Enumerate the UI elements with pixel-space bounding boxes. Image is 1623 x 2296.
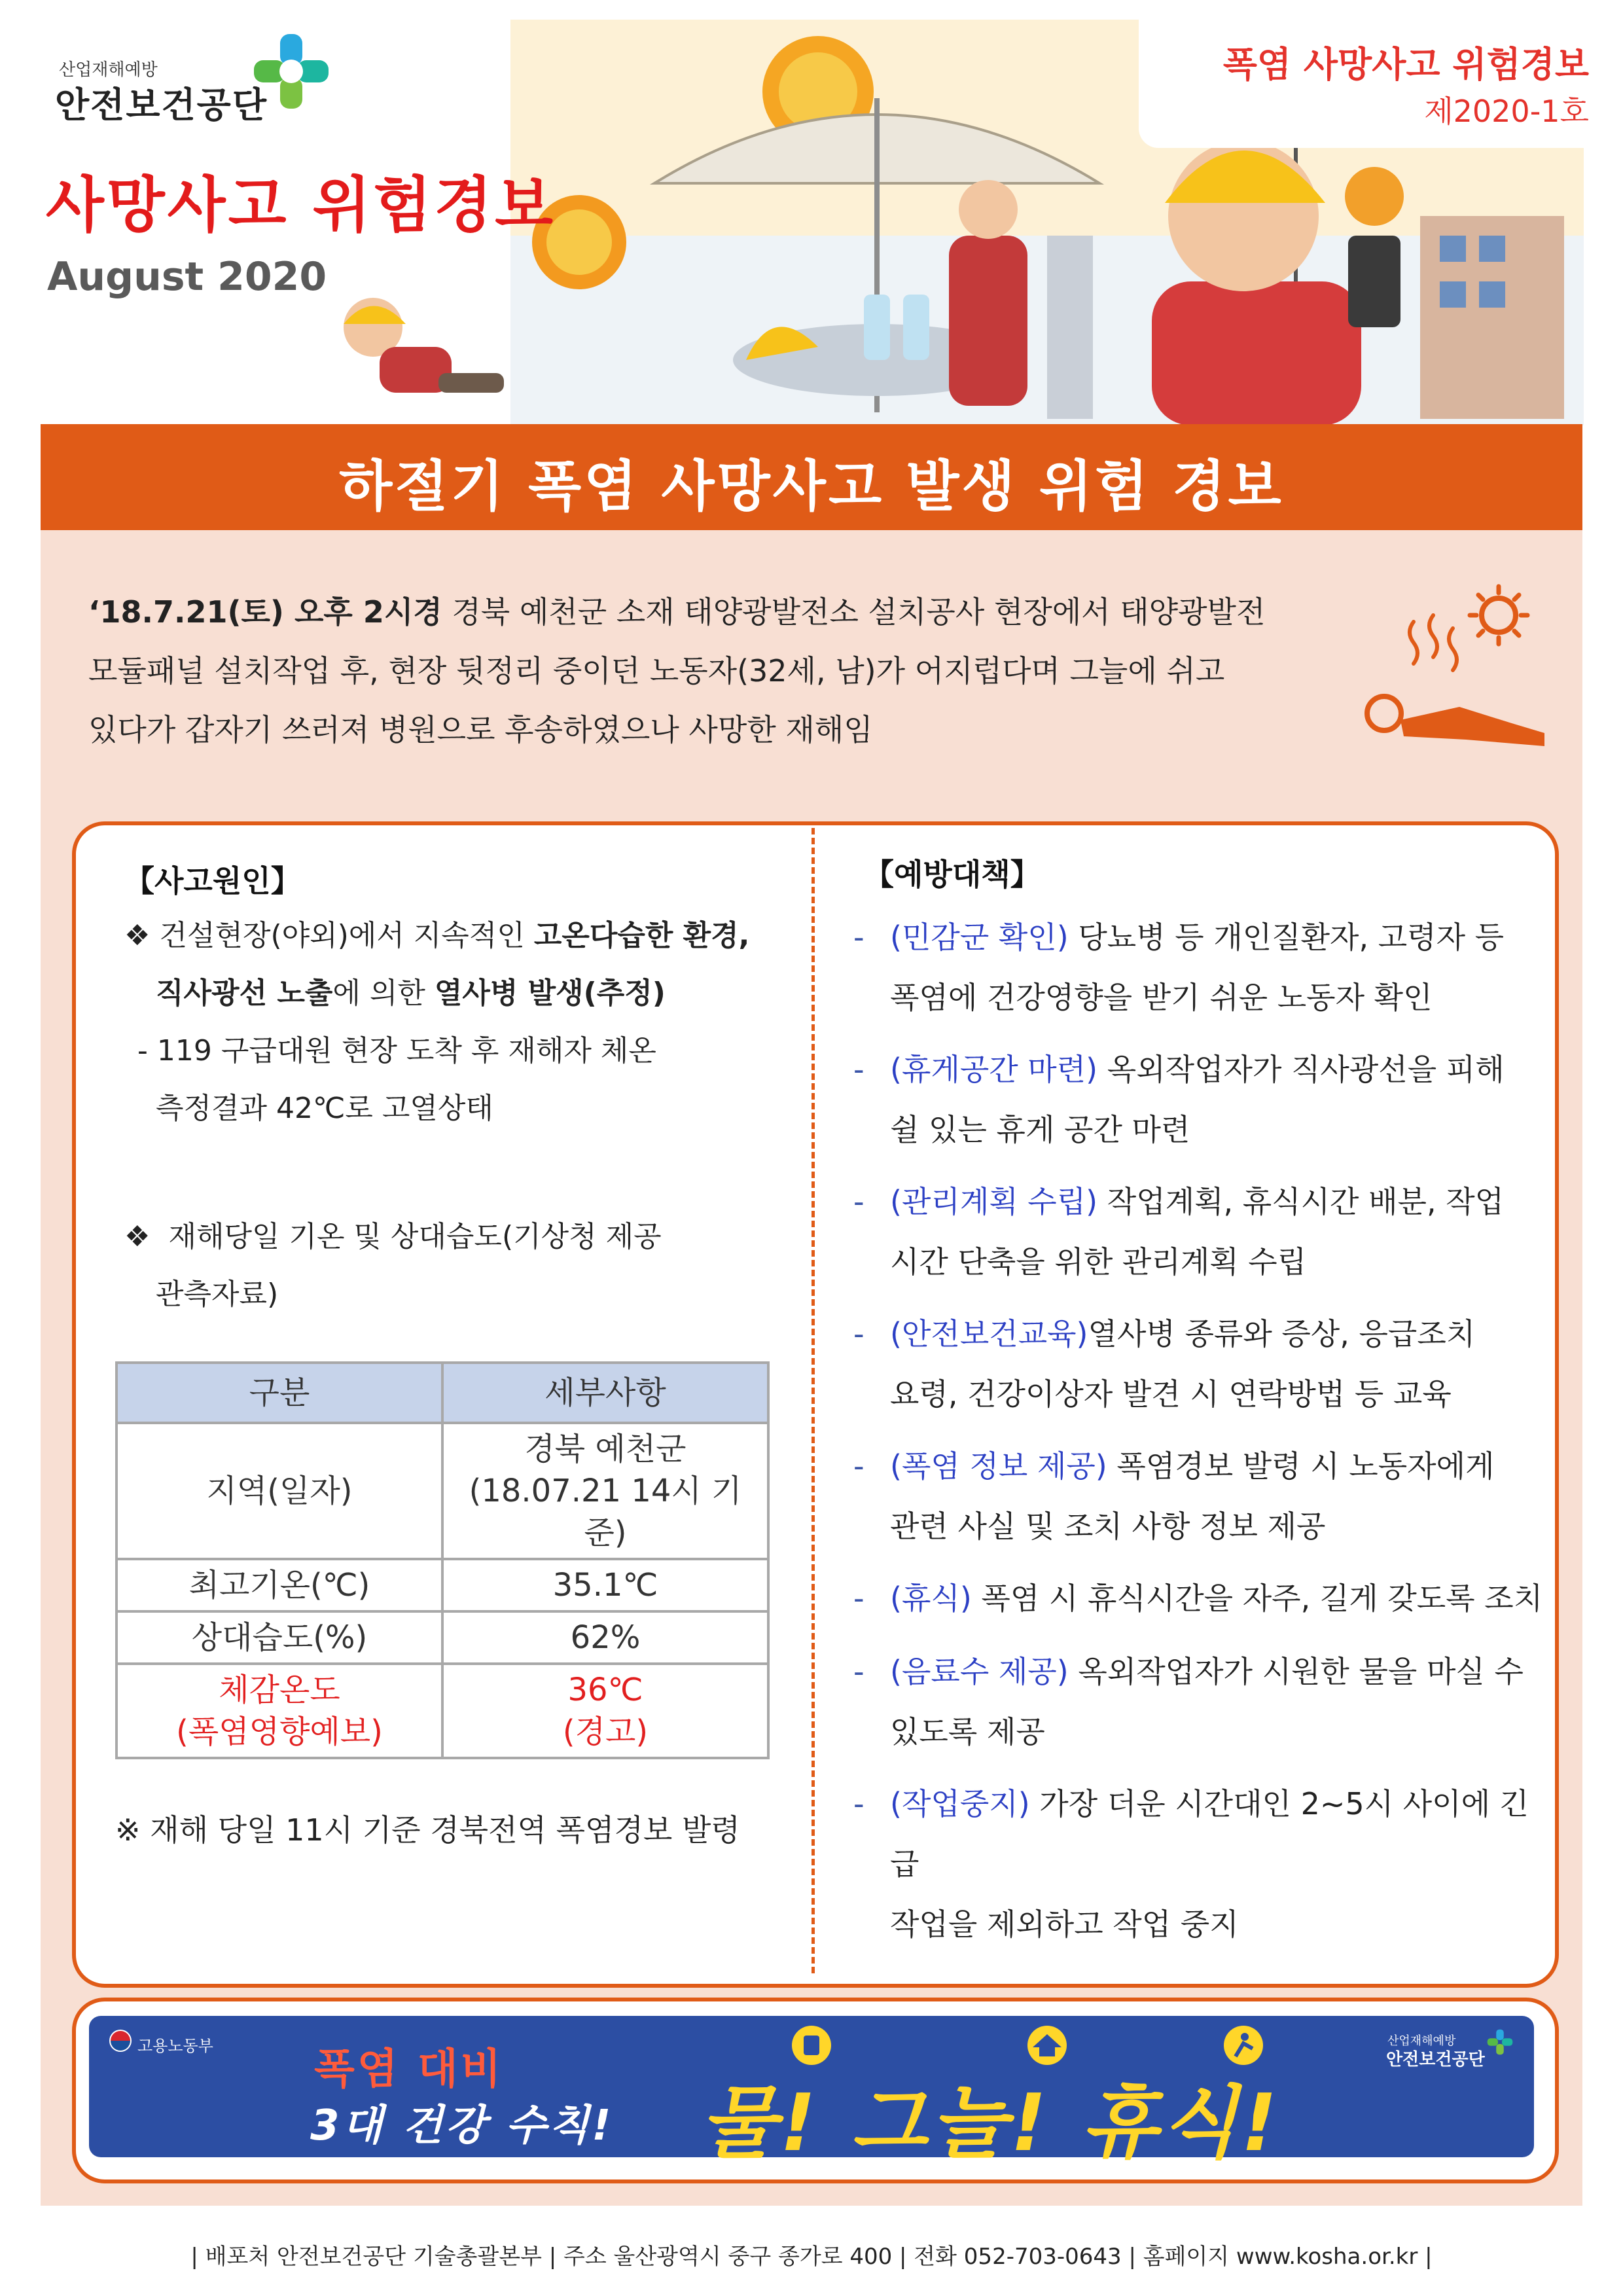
prevention-keyword: (안전보건교육) <box>890 1316 1088 1352</box>
incident-summary <box>88 583 1384 759</box>
cause-text: 건설현장(야외)에서 지속적인 <box>159 919 534 952</box>
item-line-text: 폭염경보 발령 시 노동자에게 <box>1107 1448 1495 1484</box>
cell-line: (폭염영향예보) <box>176 1713 383 1750</box>
item-line-1 <box>890 1172 1544 1232</box>
item-line-1 <box>890 1774 1544 1894</box>
prevention-text <box>890 1039 1544 1160</box>
table-cell: 상대습도(%) <box>116 1611 442 1664</box>
item-line-2: 쉴 있는 휴게 공간 마련 <box>890 1112 1190 1147</box>
warning-title: 폭염 사망사고 위험경보 <box>1222 44 1589 85</box>
cause-emphasis: 직사광선 노출 <box>156 977 333 1010</box>
list-dash: - <box>853 1581 865 1616</box>
prevention-keyword: (작업중지) <box>890 1786 1030 1821</box>
list-dash: - <box>853 1052 865 1087</box>
prevention-text <box>890 907 1544 1028</box>
prevention-keyword: (휴식) <box>890 1581 972 1616</box>
campaign-line-1: 폭염 대비 <box>314 2045 504 2094</box>
bullet-diamond-icon: ❖ <box>124 1220 151 1253</box>
list-dash: - <box>853 1448 865 1484</box>
banner-title: 하절기 폭염 사망사고 발생 위험 경보 <box>339 454 1284 518</box>
main-title: 사망사고 위험경보 <box>46 170 556 240</box>
item-line-text: 작업계획, 휴식시간 배분, 작업 <box>1097 1184 1505 1219</box>
campaign-line-2: 3대 건강 수칙! <box>310 2102 614 2150</box>
intro-line-3: 있다가 갑자기 쓰러져 병원으로 후송하였으나 사망한 재해임 <box>88 712 873 747</box>
prevention-text <box>890 1172 1544 1292</box>
prevention-item <box>853 1568 1547 1634</box>
list-dash: - <box>853 1786 865 1821</box>
cross-logo-icon <box>249 29 334 114</box>
item-line-text: 가장 더운 시간대인 2~5시 사이에 긴급 <box>890 1786 1529 1882</box>
table-cell <box>116 1664 442 1758</box>
cell-line: 36℃ <box>567 1672 643 1708</box>
cell-line: 준) <box>584 1515 627 1551</box>
table-row <box>116 1664 768 1758</box>
item-line-1 <box>890 907 1544 967</box>
prevention-item <box>853 1641 1547 1766</box>
list-dash: - <box>853 1184 865 1219</box>
prevention-keyword: (민감군 확인) <box>890 920 1069 955</box>
cause-heading: 【사고원인】 <box>124 863 301 899</box>
cause-text: 에 의한 <box>332 977 435 1010</box>
prevention-text <box>890 1436 1544 1556</box>
table-cell <box>442 1423 768 1559</box>
prevention-text <box>890 1774 1544 1954</box>
cause-bullet-2-line-1 <box>124 1208 779 1266</box>
table-cell: 62% <box>442 1611 768 1664</box>
prevention-item <box>853 1172 1547 1296</box>
cause-sub-1: - 119 구급대원 현장 도착 후 재해자 체온 <box>137 1034 656 1067</box>
item-line-1 <box>890 1641 1544 1702</box>
prevention-item <box>853 1436 1547 1560</box>
prevention-item <box>853 1039 1547 1164</box>
intro-date: ‘18.7.21(토) 오후 2시경 <box>88 594 442 630</box>
cell-line: (18.07.21 14시 기 <box>469 1473 742 1509</box>
cell-line: (경고) <box>562 1713 649 1750</box>
cause-bullet-1-line-2 <box>124 965 779 1022</box>
prevention-item <box>853 1304 1547 1428</box>
item-line-2: 관련 사실 및 조치 사항 정보 제공 <box>890 1509 1326 1544</box>
cause-text: 재해당일 기온 및 상대습도(기상청 제공 <box>168 1220 662 1253</box>
item-line-text: 옥외작업자가 직사광선을 피해 <box>1097 1052 1505 1087</box>
item-line-1 <box>890 1039 1544 1100</box>
org-subtitle: 산업재해예방 <box>59 60 158 80</box>
fallen-worker-illustration <box>334 288 510 425</box>
list-dash: - <box>853 1654 865 1689</box>
prevention-keyword: (음료수 제공) <box>890 1654 1069 1689</box>
rest-icon <box>1224 2026 1263 2065</box>
item-line-2: 시간 단축을 위한 관리계획 수립 <box>890 1244 1307 1280</box>
item-line-2: 요령, 건강이상자 발견 시 연락방법 등 교육 <box>890 1376 1452 1412</box>
warning-number: 제2020-1호 <box>1424 94 1589 129</box>
prevention-text <box>890 1304 1544 1424</box>
prevention-keyword: (휴게공간 마련) <box>890 1052 1098 1087</box>
cross-logo-icon <box>1486 2028 1514 2056</box>
bullet-diamond-icon: ❖ <box>124 919 151 952</box>
ministry-name: 고용노동부 <box>137 2037 213 2055</box>
item-line-text: 폭염 시 휴식시간을 자주, 길게 갖도록 조치 <box>971 1581 1543 1616</box>
item-line-1 <box>890 1304 1544 1364</box>
item-line-1 <box>890 1568 1544 1628</box>
table-note: ※ 재해 당일 11시 기준 경북전역 폭염경보 발령 <box>115 1812 740 1848</box>
worker-collapsed-icon <box>1348 583 1551 759</box>
table-header-row <box>116 1363 768 1423</box>
table-cell: 지역(일자) <box>116 1423 442 1559</box>
list-dash: - <box>853 1316 865 1352</box>
campaign-org-subtitle: 산업재해예방 <box>1387 2034 1456 2048</box>
cause-bullet-1 <box>124 907 779 1138</box>
prevention-item <box>853 1774 1547 1942</box>
table-cell: 최고기온(℃) <box>116 1559 442 1611</box>
cause-emphasis: 열사병 발생(추정) <box>434 977 666 1010</box>
prevention-keyword: (관리계획 수립) <box>890 1184 1098 1219</box>
cell-line: 체감온도 <box>219 1672 340 1708</box>
intro-line-1 <box>88 583 1384 641</box>
sun-icon <box>1470 586 1527 644</box>
table-cell <box>442 1664 768 1758</box>
item-line-2: 작업을 제외하고 작업 중지 <box>890 1907 1239 1942</box>
item-line-2: 있도록 제공 <box>890 1714 1045 1749</box>
shade-icon <box>1027 2026 1067 2065</box>
prevention-text <box>890 1641 1544 1762</box>
water-icon <box>792 2026 831 2065</box>
weather-table <box>115 1361 770 1759</box>
issue-date: August 2020 <box>47 254 327 300</box>
table-row <box>116 1559 768 1611</box>
item-line-text: 열사병 종류와 증상, 응급조치 <box>1088 1316 1476 1352</box>
item-line-1 <box>890 1436 1544 1496</box>
ministry-emblem-icon <box>109 2029 132 2053</box>
table-header: 구분 <box>116 1363 442 1423</box>
prevention-item <box>853 907 1547 1031</box>
list-dash: - <box>853 920 865 955</box>
table-cell: 35.1℃ <box>442 1559 768 1611</box>
prevention-keyword: (폭염 정보 제공) <box>890 1448 1107 1484</box>
cause-emphasis: 고온다습한 환경, <box>533 919 750 952</box>
table-row <box>116 1611 768 1664</box>
intro-line-2: 모듈패널 설치작업 후, 현장 뒷정리 중이던 노동자(32세, 남)가 어지럽다며 그늘에 쉬고 <box>88 653 1225 689</box>
cause-bullet-2-line-2: 관측자료) <box>156 1278 279 1311</box>
cause-sub-2: 측정결과 42℃로 고열상태 <box>156 1092 493 1125</box>
cell-line: 경북 예천군 <box>524 1431 687 1467</box>
cause-bullet-2 <box>124 1208 779 1323</box>
campaign-slogan: 물! 그늘! 휴식! <box>700 2078 1281 2169</box>
item-line-text: 옥외작업자가 시원한 물을 마실 수 <box>1068 1654 1524 1689</box>
title-banner <box>41 424 1582 530</box>
column-divider <box>812 828 815 1973</box>
cause-bullet-1-line-1 <box>124 907 779 965</box>
footer-info: | 배포처 안전보건공단 기술총괄본부 | 주소 울산광역시 중구 종가로 400 | 전화 052-703-0643 | 홈페이지 www.kosha.or.kr | <box>190 2244 1433 2270</box>
campaign-org-name: 안전보건공단 <box>1386 2050 1485 2070</box>
prevention-text <box>890 1568 1544 1628</box>
table-row <box>116 1423 768 1559</box>
table-header: 세부사항 <box>442 1363 768 1423</box>
item-line-2: 폭염에 건강영향을 받기 쉬운 노동자 확인 <box>890 980 1433 1015</box>
org-name: 안전보건공단 <box>55 84 268 126</box>
intro-line-1-rest: 경북 예천군 소재 태양광발전소 설치공사 현장에서 태양광발전 <box>442 594 1266 630</box>
prevention-heading: 【예방대책】 <box>864 857 1041 892</box>
item-line-text: 당뇨병 등 개인질환자, 고령자 등 <box>1068 920 1505 955</box>
